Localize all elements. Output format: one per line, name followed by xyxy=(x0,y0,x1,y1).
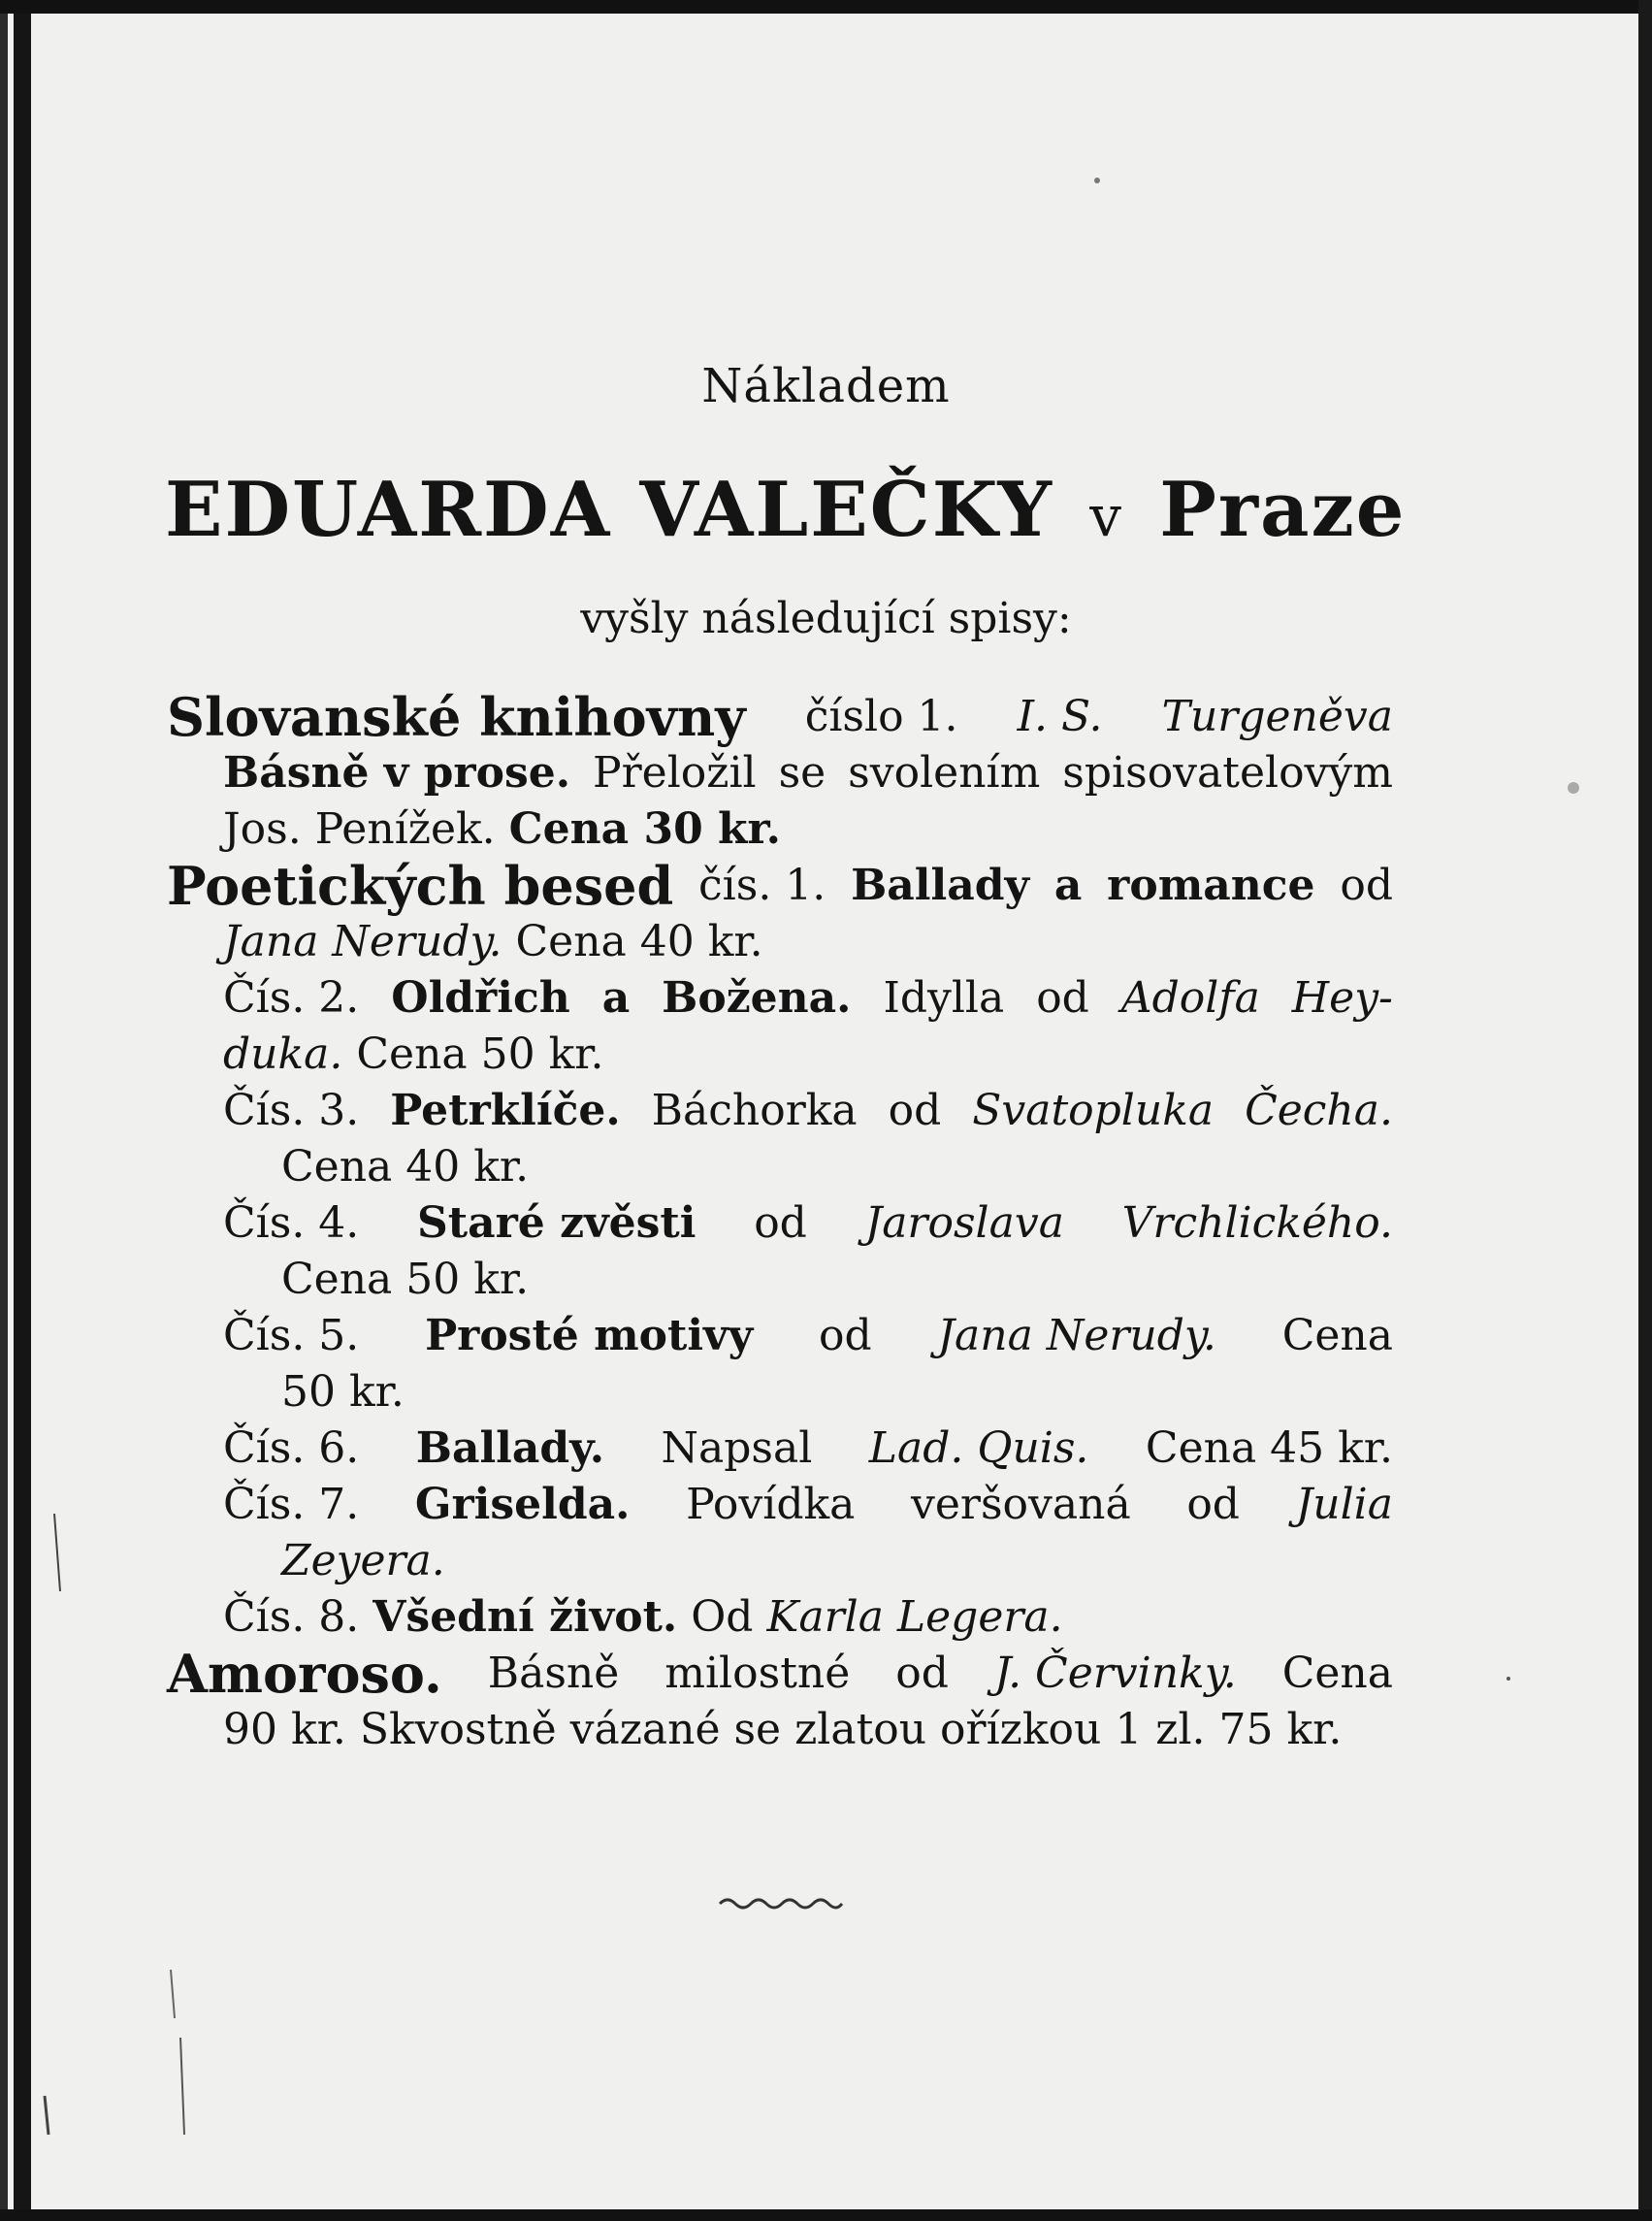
list-item xyxy=(167,1643,1393,1705)
genre: Idylla xyxy=(883,973,1005,1023)
entry-number: Čís. 2. xyxy=(223,973,360,1023)
list-item-continuation xyxy=(167,1364,1393,1421)
author-name: Jana Nerudy. xyxy=(223,917,502,966)
text-word: se xyxy=(778,748,826,798)
book-title: a xyxy=(601,973,631,1023)
book-title: Ballady. xyxy=(415,1423,605,1473)
price: 50 kr. xyxy=(281,1367,405,1417)
book-title: Ballady xyxy=(851,861,1030,910)
entry-number: Čís. 6. xyxy=(223,1423,360,1473)
list-item-continuation xyxy=(167,801,1393,858)
author-name: Jana Nerudy. xyxy=(937,1311,1216,1360)
author-name: Zeyera. xyxy=(281,1536,445,1585)
author-name: Lad. Quis. xyxy=(868,1423,1089,1473)
author-name: Vrchlického. xyxy=(1121,1198,1393,1248)
entry-number: Čís. 4. xyxy=(223,1198,360,1248)
list-item-continuation xyxy=(167,1252,1393,1308)
entry-number: Čís. 5. xyxy=(223,1311,360,1360)
price: Cena 50 kr. xyxy=(281,1255,530,1304)
text-word: od xyxy=(818,1311,872,1360)
author-name: Svatopluka xyxy=(972,1086,1215,1135)
price: Cena xyxy=(1281,1649,1393,1698)
binding-note: Skvostně vázané se zlatou ořízkou 1 zl. 75 kr. xyxy=(359,1705,1343,1754)
author-name: Jaroslava xyxy=(864,1198,1064,1248)
genre: Báchorka xyxy=(651,1086,858,1135)
book-title: Všední život. xyxy=(373,1592,678,1642)
book-title: Griselda. xyxy=(414,1480,631,1529)
price: 90 kr. xyxy=(223,1705,346,1754)
author-name: Adolfa xyxy=(1120,973,1260,1023)
series-title: Slovanské knihovny xyxy=(167,686,746,748)
page-top-edge xyxy=(0,0,1652,14)
publication-list xyxy=(167,686,1393,1758)
book-title: Prosté motivy xyxy=(425,1311,754,1360)
page-spine-edge xyxy=(14,0,31,2221)
author-name: Turgeněva xyxy=(1161,692,1393,741)
text-word: od xyxy=(888,1086,942,1135)
price: Cena 30 kr. xyxy=(508,804,781,854)
price: Cena xyxy=(1281,1311,1393,1360)
price: Cena 45 kr. xyxy=(1145,1423,1393,1473)
imprint-line: Nákladem xyxy=(701,359,951,413)
author-name: Karla Legera. xyxy=(766,1592,1063,1642)
book-title: Oldřich xyxy=(391,973,570,1023)
book-title: Amoroso. xyxy=(167,1643,442,1705)
wave-ornament-icon xyxy=(718,1892,844,1915)
page-right-edge xyxy=(1638,0,1652,2221)
author-name: Čecha. xyxy=(1245,1086,1393,1135)
series-title: Poetických besed xyxy=(167,855,674,917)
page-edge-shadow xyxy=(0,0,8,2221)
subtitle: vyšly následující spisy: xyxy=(580,594,1072,643)
price: Cena 50 kr. xyxy=(356,1029,604,1079)
publisher-name xyxy=(165,466,1407,554)
text-word: svolením xyxy=(848,748,1041,798)
entry-number: Čís. 7. xyxy=(223,1480,360,1529)
text-word: spisovatelovým xyxy=(1062,748,1393,798)
genre: Povídka xyxy=(686,1480,856,1529)
author-name: duka. xyxy=(223,1029,343,1079)
text-word: od xyxy=(1340,861,1393,910)
list-item-continuation xyxy=(167,1027,1393,1083)
list-item xyxy=(167,1421,1393,1477)
text-word: Básně xyxy=(487,1649,620,1698)
book-title: a xyxy=(1053,861,1083,910)
genre: veršovaná xyxy=(911,1480,1131,1529)
author-name: Julia xyxy=(1295,1480,1393,1529)
author-name: Hey- xyxy=(1291,973,1393,1023)
list-item xyxy=(167,1589,1393,1646)
page-bottom-edge xyxy=(0,2209,1652,2221)
text-word: milostné xyxy=(664,1649,851,1698)
entry-number: Čís. 3. xyxy=(223,1086,360,1135)
entry-number: číslo 1. xyxy=(804,692,958,741)
text-word: Od xyxy=(691,1592,754,1642)
list-item xyxy=(167,1308,1393,1364)
entry-number: Čís. 8. xyxy=(223,1592,360,1642)
translator-name: Jos. Penížek. xyxy=(223,804,496,854)
list-item-continuation xyxy=(167,1533,1393,1589)
list-item-continuation xyxy=(167,745,1393,801)
publisher-title: EDUARDA VALEČKY xyxy=(165,466,1054,554)
price: Cena 40 kr. xyxy=(281,1142,530,1192)
list-item-continuation xyxy=(167,914,1393,970)
list-item xyxy=(167,1195,1393,1252)
entry-number: čís. 1. xyxy=(698,861,826,910)
list-item xyxy=(167,855,1393,917)
publisher-preposition: v xyxy=(1089,483,1124,549)
text-word: od xyxy=(1186,1480,1240,1529)
author-name: J. Červinky. xyxy=(993,1649,1237,1698)
text-word: od xyxy=(895,1649,949,1698)
text-word: Napsal xyxy=(661,1423,813,1473)
author-initials: I. S. xyxy=(1017,692,1103,741)
book-title: Básně v prose. xyxy=(223,748,571,798)
publisher-place: Praze xyxy=(1159,466,1407,554)
book-title: Staré zvěsti xyxy=(417,1198,696,1248)
text-word: Přeložil xyxy=(593,748,757,798)
list-item xyxy=(167,970,1393,1027)
book-title: Petrklíče. xyxy=(390,1086,621,1135)
text-word: od xyxy=(1036,973,1089,1023)
text-word: od xyxy=(754,1198,807,1248)
list-item-continuation xyxy=(167,1702,1393,1758)
price: Cena 40 kr. xyxy=(515,917,763,966)
list-item xyxy=(167,1083,1393,1139)
book-title: Božena. xyxy=(662,973,852,1023)
book-title: romance xyxy=(1107,861,1315,910)
list-item xyxy=(167,686,1393,748)
list-item xyxy=(167,1477,1393,1533)
list-item-continuation xyxy=(167,1139,1393,1195)
